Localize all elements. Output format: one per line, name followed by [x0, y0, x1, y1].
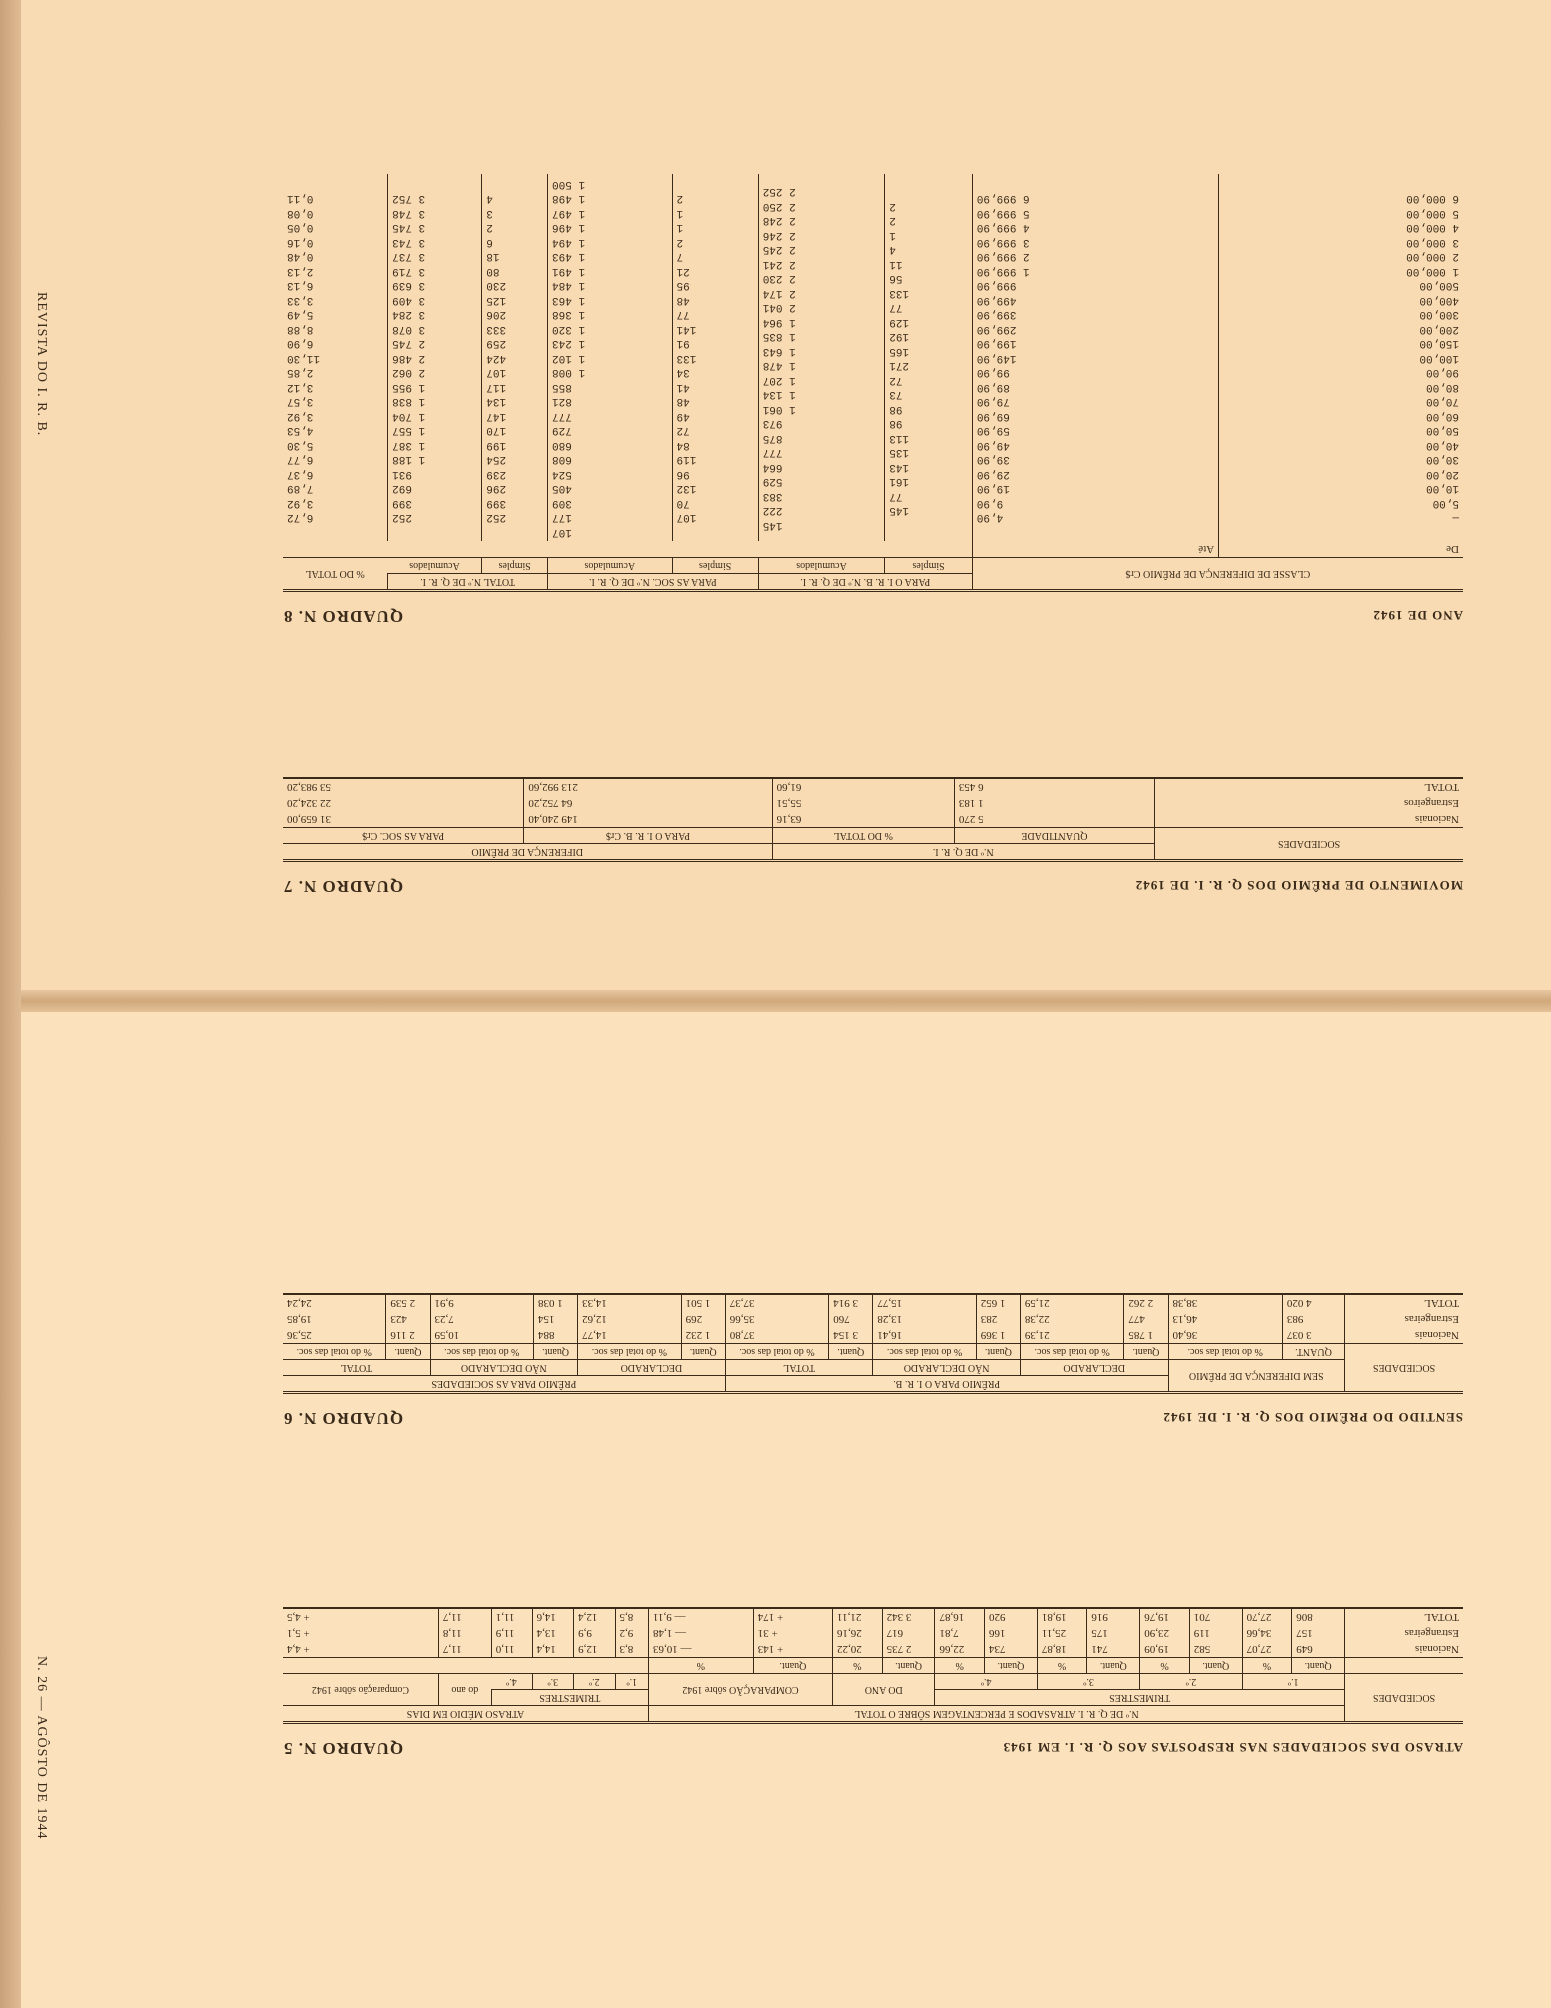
table-cell: 36,40: [1168, 1327, 1282, 1344]
col-pct: %: [935, 1658, 985, 1674]
col-quant: Quant.: [753, 1658, 832, 1674]
table-cell: + 31: [753, 1625, 832, 1641]
label-de: De: [1219, 541, 1463, 558]
table-cell: 1 785: [1124, 1327, 1168, 1344]
table-cell: 213 992,60: [524, 778, 772, 795]
col-pct: %: [1242, 1658, 1292, 1674]
table-cell: 3 037: [1282, 1327, 1344, 1344]
table-cell: 1 369: [976, 1327, 1020, 1344]
table-cell: 166: [985, 1625, 1038, 1641]
table-cell: 35,66: [725, 1311, 828, 1327]
col-quant: Quant.: [386, 1344, 430, 1360]
col-pct: % do total das soc.: [430, 1344, 533, 1360]
table-cell: 7,81: [935, 1625, 985, 1641]
col-declarado: DECLARADO: [1020, 1360, 1168, 1376]
lower-page: [21, 1007, 1551, 2008]
table-cell: 31 659,00: [287, 813, 331, 825]
col-q2: 2.º: [1140, 1674, 1242, 1690]
table-cell: 64 752,20: [524, 795, 772, 811]
table-cell: 25,36: [287, 1329, 312, 1341]
table-cell: 11,7: [438, 1641, 491, 1658]
quadro-5-label: QUADRO N. 5: [283, 1739, 404, 1758]
table-row: [283, 1625, 1463, 1641]
table-cell: 760: [829, 1311, 873, 1327]
row-label: Estrangeiros: [1155, 795, 1464, 811]
table-cell: + 143: [753, 1641, 832, 1658]
col-quant: Quant.: [1124, 1344, 1168, 1360]
table-cell: 175: [1087, 1625, 1140, 1641]
column-ate: 4,90 9,90 19,90 29,90 39,90 49,90 59,90 69,90 79,90 89,90 99,90 149,90 199,90 299,90 399,90 499,90 999,90 1 999,90 2 999,90 3 999,90 4 999,90 5 999,90 6 999,90: [972, 175, 1218, 542]
col-num-qri: N.º DE Q. R. I.: [772, 844, 1154, 860]
col-quant: Quant.: [829, 1344, 873, 1360]
table-cell: 22,38: [1020, 1311, 1123, 1327]
table-cell: 983: [1282, 1311, 1344, 1327]
table-cell: 423: [386, 1311, 430, 1327]
table-cell: 14,33: [578, 1294, 681, 1311]
quadro-7: [283, 777, 1463, 896]
table-cell: 7,23: [430, 1311, 533, 1327]
col-comparacao-2: Comparação sôbre 1942: [283, 1674, 438, 1706]
table-cell: 283: [976, 1311, 1020, 1327]
table-cell: 15,77: [873, 1294, 976, 1311]
col-pct-total: % DO TOTAL: [283, 558, 388, 590]
table-cell: 9,2: [615, 1625, 648, 1641]
table-cell: 9,9: [574, 1625, 615, 1641]
table-cell: 11,0: [491, 1641, 532, 1658]
quadro-6-title: SENTIDO DO PRÊMIO DOS Q. R. I. DE 1942: [1162, 1410, 1463, 1425]
table-cell: 38,38: [1168, 1294, 1282, 1311]
table-cell: 154: [534, 1311, 578, 1327]
table-cell: — 1,48: [648, 1625, 753, 1641]
table-cell: 477: [1124, 1311, 1168, 1327]
table-cell: 13,28: [873, 1311, 976, 1327]
col-premio-soc: PRÊMIO PARA AS SOCIEDADES: [283, 1376, 725, 1392]
table-cell: 920: [985, 1608, 1038, 1625]
table-cell: 27,07: [1242, 1641, 1292, 1658]
col-pct: %: [1037, 1658, 1087, 1674]
table-cell: 34,66: [1242, 1625, 1292, 1641]
col-quant: Quant.: [985, 1658, 1038, 1674]
quadro-6-body: [283, 1294, 1463, 1344]
quadro-5: [283, 1607, 1463, 1758]
col-comparacao: COMPARAÇÃO sôbre 1942: [648, 1674, 832, 1706]
col-quant: Quant.: [1087, 1658, 1140, 1674]
col-sociedades: SOCIEDADES: [1155, 828, 1464, 860]
table-cell: 22,66: [935, 1641, 985, 1658]
col-sem-diferenca: SEM DIFERENÇA DE PRÊMIO: [1168, 1360, 1344, 1392]
table-cell: 22 324,20: [287, 797, 331, 809]
quadro-8-title: ANO DE 1942: [1372, 608, 1463, 623]
running-head: REVISTA DO I. R. B.: [34, 292, 49, 437]
table-cell: 701: [1189, 1608, 1242, 1625]
table-cell: 6 453: [954, 778, 1154, 795]
col-pct: %: [648, 1658, 753, 1674]
col-quant: Quant.: [681, 1344, 725, 1360]
col-num-atrasados: N.º DE Q. R. I. ATRASADOS E PERCENTAGEM SÔBRE O TOTAL: [648, 1706, 1344, 1722]
col-q3b: 3.º: [532, 1674, 573, 1690]
col-quant: QUANT.: [1282, 1344, 1344, 1360]
table-cell: 11,9: [491, 1625, 532, 1641]
col-total: TOTAL N.º DE Q. R. I.: [388, 574, 548, 590]
col-trimestres-2: TRIMESTRES: [491, 1690, 648, 1706]
col-total: TOTAL: [725, 1360, 873, 1376]
table-cell: — 9,11: [648, 1608, 753, 1625]
column-de: — 5,00 10,00 20,00 30,00 40,00 50,00 60,00 70,00 80,00 90,00 100,00 150,00 200,00 300,00 400,00 500,00 1 000,00 2 000,00 3 000,00 4 000,00 5 000,00 6 000,00: [1219, 175, 1463, 542]
row-label: Nacionais: [1345, 1641, 1464, 1658]
col-atraso-medio: ATRASO MÉDIO EM DIAS: [283, 1706, 648, 1722]
table-cell: 37,80: [725, 1327, 828, 1344]
quadro-7-body: [283, 778, 1463, 828]
col-simples: Simples: [885, 558, 973, 574]
column-irb-acumulados: 145 222 383 529 664 777 875 973 1 061 1 134 1 207 1 478 1 643 1 835 1 964 2 041 2 174 2 230 2 241 2 245 2 246 2 248 2 250 2 252: [758, 175, 885, 542]
table-cell: 1 183: [954, 795, 1154, 811]
table-cell: 12,4: [574, 1608, 615, 1625]
col-quant: Quant.: [976, 1344, 1020, 1360]
table-cell: 1 232: [681, 1327, 725, 1344]
table-cell: 61,60: [772, 778, 954, 795]
col-trimestres: TRIMESTRES: [935, 1690, 1345, 1706]
col-q4: 4.º: [935, 1674, 1037, 1690]
row-label: TOTAL: [1345, 1294, 1464, 1311]
table-cell: 24,24: [283, 1294, 386, 1311]
table-cell: 14,4: [532, 1641, 573, 1658]
col-acumulados: Acumulados: [758, 558, 885, 574]
table-cell: 53 983,20: [283, 778, 524, 795]
table-cell: 741: [1087, 1641, 1140, 1658]
table-cell: 18,87: [1037, 1641, 1087, 1658]
table-cell: 12,62: [578, 1311, 681, 1327]
table-row: [283, 811, 1463, 828]
table-cell: 157: [1292, 1625, 1345, 1641]
col-blank: [1345, 1658, 1464, 1674]
quadro-6-label: QUADRO N. 6: [283, 1409, 404, 1428]
col-sociedades: SOCIEDADES: [1345, 1344, 1464, 1392]
table-cell: 46,13: [1168, 1311, 1282, 1327]
col-pct: % do total das soc.: [1020, 1344, 1123, 1360]
table-cell: 19,76: [1140, 1608, 1190, 1625]
table-cell: 617: [882, 1625, 935, 1641]
table-cell: 884: [534, 1327, 578, 1344]
book-gutter: [21, 990, 1551, 1012]
col-declarado-2: DECLARADO: [578, 1360, 726, 1376]
table-cell: 8,5: [615, 1608, 648, 1625]
col-total-2: TOTAL: [283, 1360, 430, 1376]
table-cell: 916: [1087, 1608, 1140, 1625]
quadro-8-label: QUADRO N. 8: [283, 607, 404, 626]
col-simples: Simples: [672, 558, 758, 574]
table-row: [283, 795, 1463, 811]
row-label: Estrangeiras: [1345, 1311, 1464, 1327]
col-quant: Quant.: [882, 1658, 935, 1674]
col-do-ano-2: do ano: [438, 1674, 491, 1706]
column-total-simples: 252 399 296 239 254 199 170 147 134 117 107 424 259 333 206 125 230 80 18 6 2 3 4: [482, 175, 548, 542]
table-row: [283, 778, 1463, 795]
col-quant: Quant.: [1189, 1658, 1242, 1674]
col-pct: % do total das soc.: [283, 1344, 386, 1360]
table-cell: 19,81: [1037, 1608, 1087, 1625]
col-pct: %: [833, 1658, 883, 1674]
col-pct-total: % DO TOTAL: [772, 828, 954, 844]
table-cell: 1 652: [976, 1294, 1020, 1311]
row-label: TOTAL: [1345, 1608, 1464, 1625]
col-quant: Quant.: [534, 1344, 578, 1360]
table-cell: 9,91: [430, 1294, 533, 1311]
table-cell: 11,8: [438, 1625, 491, 1641]
table-cell: 13,4: [532, 1625, 573, 1641]
col-sociedades: SOCIEDADES: [1345, 1674, 1464, 1722]
col-q1: 1.º: [1242, 1674, 1344, 1690]
table-cell: + 4,4: [287, 1643, 310, 1655]
quadro-8: [283, 175, 1463, 627]
col-quant: Quant.: [1292, 1658, 1345, 1674]
table-cell: 14,77: [578, 1327, 681, 1344]
table-cell: 21,59: [1020, 1294, 1123, 1311]
table-cell: 4 020: [1282, 1294, 1344, 1311]
table-cell: — 10,63: [648, 1641, 753, 1658]
col-pct: %: [1140, 1658, 1190, 1674]
table-cell: 649: [1292, 1641, 1345, 1658]
table-cell: 63,16: [772, 811, 954, 828]
row-label: TOTAL: [1155, 778, 1464, 795]
quadro-7-title: MOVIMENTO DE PRÊMIO DOS Q. R. I. DE 1942: [1134, 878, 1463, 893]
table-cell: 582: [1189, 1641, 1242, 1658]
table-cell: 119: [1189, 1625, 1242, 1641]
running-foot: N. 26 — AGÔSTO DE 1944: [34, 1656, 49, 1840]
table-cell: 19,85: [287, 1313, 312, 1325]
column-total-acumulados: 252 399 692 931 1 188 1 387 1 557 1 704 1 838 1 955 2 062 2 486 2 745 3 078 3 284 3 409 3 639 3 719 3 737 3 743 3 745 3 748 3 752: [388, 175, 482, 542]
table-cell: 37,37: [725, 1294, 828, 1311]
table-cell: 19,09: [1140, 1641, 1190, 1658]
column-irb-simples: 145 77 161 143 135 113 98 98 73 72 271 165 192 129 77 133 56 11 4 1 2 2: [885, 175, 973, 542]
table-cell: 20,22: [833, 1641, 883, 1658]
table-cell: 2 262: [1124, 1294, 1168, 1311]
table-cell: 21,39: [1020, 1327, 1123, 1344]
col-para-irb: PARA O I. R. B. N.º DE Q. R. I.: [758, 574, 972, 590]
table-cell: 26,16: [833, 1625, 883, 1641]
col-acumulados: Acumulados: [548, 558, 672, 574]
col-nao-declarado: NÃO DECLARADO: [873, 1360, 1021, 1376]
quadro-5-title: ATRASO DAS SOCIEDADES NAS RESPOSTAS AOS Q. R. I. EM 1943: [1002, 1740, 1463, 1755]
table-cell: 806: [1292, 1608, 1345, 1625]
table-cell: + 5,1: [287, 1627, 310, 1639]
table-row: [283, 1327, 1463, 1344]
table-cell: 3 914: [829, 1294, 873, 1311]
col-do-ano: DO ANO: [833, 1674, 935, 1706]
table-cell: 2 539: [386, 1294, 430, 1311]
table-cell: 25,11: [1037, 1625, 1087, 1641]
table-cell: 14,6: [532, 1608, 573, 1625]
table-cell: 3 154: [829, 1327, 873, 1344]
table-cell: 23,90: [1140, 1625, 1190, 1641]
col-pct: % do total das soc.: [725, 1344, 828, 1360]
table-row: [283, 1608, 1463, 1625]
table-row: [283, 1311, 1463, 1327]
col-pct: % do total das soc.: [578, 1344, 681, 1360]
column-soc-acumulados: 107 177 309 405 524 608 680 729 777 821 855 1 008 1 102 1 243 1 320 1 368 1 463 1 484 1 491 1 493 1 494 1 496 1 497 1 498 1 500: [548, 175, 672, 542]
table-row: [283, 1641, 1463, 1658]
table-cell: 149 240,40: [524, 811, 772, 828]
column-soc-simples: 107 70 132 96 119 84 72 49 48 41 34 133 91 141 77 48 95 21 7 2 1 1 2: [672, 175, 758, 542]
quadro-7-label: QUADRO N. 7: [283, 877, 404, 896]
table-cell: 27,70: [1242, 1608, 1292, 1625]
table-cell: 2 735: [882, 1641, 935, 1658]
table-cell: 2 116: [386, 1327, 430, 1344]
col-q3: 3.º: [1037, 1674, 1139, 1690]
col-pct: % do total das soc.: [1168, 1344, 1282, 1360]
table-cell: 55,51: [772, 795, 954, 811]
table-cell: 1 501: [681, 1294, 725, 1311]
col-premio-irb: PRÊMIO PARA O I. R. B.: [725, 1376, 1168, 1392]
col-blank: [283, 1658, 648, 1674]
label-ate: Até: [972, 541, 1218, 558]
quadro-5-body: [283, 1608, 1463, 1658]
col-para-soc: PARA AS SOC. Cr$: [283, 828, 524, 844]
col-nao-declarado-2: NÃO DECLARADO: [430, 1360, 578, 1376]
col-classe: CLASSE DE DIFERENÇA DE PRÊMIO Cr$: [972, 558, 1463, 590]
col-acumulados: Acumulados: [388, 558, 482, 574]
col-q4b: 4.º: [491, 1674, 532, 1690]
col-q1b: 1.º: [615, 1674, 648, 1690]
col-diferenca: DIFERENÇA DE PRÊMIO: [283, 844, 772, 860]
table-cell: 10,59: [430, 1327, 533, 1344]
col-simples: Simples: [482, 558, 548, 574]
table-cell: 11,7: [438, 1608, 491, 1625]
col-para-irb: PARA O I. R. B. Cr$: [524, 828, 772, 844]
col-q2b: 2.º: [574, 1674, 615, 1690]
table-cell: 269: [681, 1311, 725, 1327]
row-label: Nacionais: [1345, 1327, 1464, 1344]
table-cell: 21,11: [833, 1608, 883, 1625]
table-cell: 5 270: [954, 811, 1154, 828]
table-cell: 16,87: [935, 1608, 985, 1625]
table-cell: + 4,5: [283, 1608, 438, 1625]
row-label: Estrangeiras: [1345, 1625, 1464, 1641]
table-cell: 8,3: [615, 1641, 648, 1658]
table-row: [283, 1294, 1463, 1311]
table-cell: 734: [985, 1641, 1038, 1658]
table-cell: 16,41: [873, 1327, 976, 1344]
table-cell: + 174: [753, 1608, 832, 1625]
table-cell: 3 342: [882, 1608, 935, 1625]
row-label: Nacionais: [1155, 811, 1464, 828]
col-quantidade: QUANTIDADE: [954, 828, 1154, 844]
quadro-6: [283, 1293, 1463, 1428]
column-pct-total: 6,72 3,92 7,89 6,37 6,77 5,30 4,53 3,92 3,57 3,12 2,85 11,30 6,90 8,88 5,49 3,33 6,13 2,13 0,48 0,16 0,05 0,08 0,11: [287, 192, 321, 524]
table-cell: 11,1: [491, 1608, 532, 1625]
table-cell: 1 038: [534, 1294, 578, 1311]
col-para-soc: PARA AS SOC. N.º DE Q. R. I.: [548, 574, 759, 590]
col-pct: % do total das soc.: [873, 1344, 976, 1360]
table-cell: 12,9: [574, 1641, 615, 1658]
